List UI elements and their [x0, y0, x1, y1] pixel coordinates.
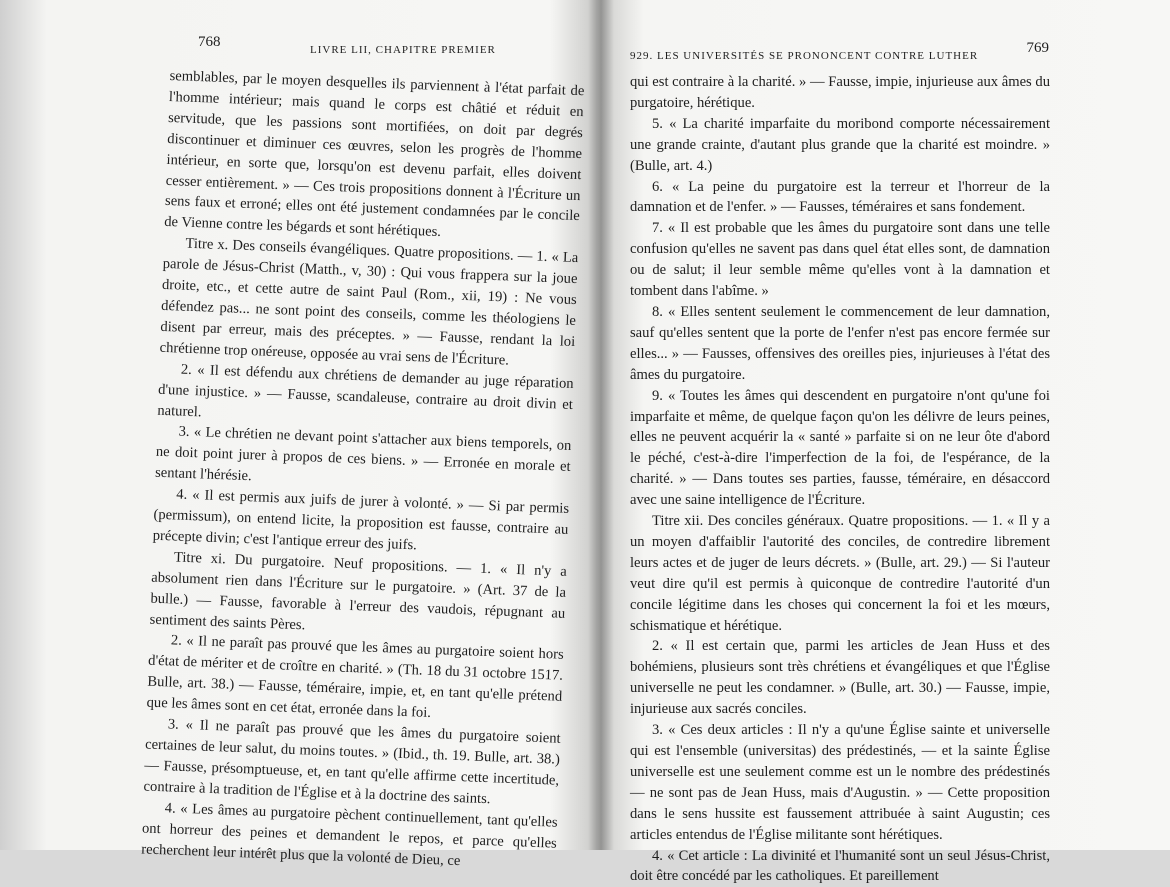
paragraph: 4. « Les âmes au purgatoire pèchent continuellement, tant qu'elles ont horreur des peines et demandent le repos, et parce qu'elles recherchent leur intérêt plus que la volonté de Dieu, ce	[140, 800, 558, 869]
right-page-header	[624, 40, 1167, 72]
paragraph: 4. « Cet article : La divinité et l'humanité sont un seul Jésus-Christ, doit être concédé par les catholiques. Et pareillement	[630, 847, 1050, 885]
page-number: 768	[198, 34, 221, 50]
paragraph: 4. « Il est permis aux juifs de jurer à volonté. » — Si par permis (permissum), on entend licite, la proposition est fausse, contraire au précepte divin; c'est l'antique erreur des juifs.	[152, 486, 570, 554]
paragraph: 3. « Ces deux articles : Il n'y a qu'une Église sainte et universelle qui est l'ensemble (universitas) des prédestinés, — et la sainte Église universelle est une seulement comme est un le nombre des prédestinés — ne sont pas de Jean Huss, mais d'Augustin. » — Cette proposition dans le sens hussite est faussement attribuée à saint Augustin; ces articles entendus de l'Église militante sont hérétiques.	[630, 722, 1050, 843]
paragraph: 2. « Il est certain que, parmi les articles de Jean Huss et des bohémiens, plusieurs sont très chrétiens et évangéliques et que l'Église universelle ne peut les condamner. » (Bulle, art. 30.) — Fausse, impie, injurieuse aux sacrés conciles.	[630, 638, 1050, 718]
paragraph: 9. « Toutes les âmes qui descendent en purgatoire n'ont qu'une foi imparfaite et même, de quelque façon qu'on les délivre de leurs peines, elles ne peuvent acquérir la « santé » parfaite si on ne leur ôte d'abord le péché, c'est-à-dire l'imperfection de la foi, de l'espérance, de la charité. » — Dans toutes ses parties, fausse, téméraire, en désaccord avec une saine intelligence de l'Écriture.	[630, 387, 1050, 509]
running-head: LIVRE LII, CHAPITRE PREMIER	[310, 44, 496, 56]
right-page-text	[630, 72, 1050, 887]
paragraph: Titre xi. Du purgatoire. Neuf propositions. — 1. « Il n'y a absolument rien dans l'Écriture sur le purgatoire. » (Art. 37 de la bulle.) — Fausse, favorable à l'erreur des vaudois, répugnant au sentiment des saints Pères.	[149, 549, 568, 633]
paragraph: 3. « Il ne paraît pas prouvé que les âmes du purgatoire soient certaines de leur salut, du moins toutes. » (Ibid., th. 19. Bulle, art. 38.) — Fausse, présomptueuse, et, en tant qu'elle affirme cette incertitude, contraire à la tradition de l'Église et à la doctrine des saints.	[143, 716, 561, 808]
paragraph: 2. « Il est défendu aux chrétiens de demander au juge réparation d'une injustice. » — Fausse, scandaleuse, contraire au droit divin et naturel.	[157, 361, 574, 420]
paragraph: 5. « La charité imparfaite du moribond comporte nécessairement une grande crainte, d'autant plus grande que la charité est moindre. » (Bulle, art. 4.)	[630, 115, 1050, 174]
paragraph: semblables, par le moyen desquelles ils parviennent à l'état parfait de l'homme intérieur; mais quand le corps est châtié et réduit en servitude, que les passions sont mortifiées, on doit par degrés discontinuer et diminuer ces œuvres, selon les progrès de l'homme intérieur, en sorte que, lorsqu'on est devenu parfait, elles doivent cesser entièrement. » — Ces trois propositions donnent à l'Écriture un sens faux et erroné; elles ont été justement condamnées par le concile de Vienne contre les bégards et sont hérétiques.	[163, 67, 585, 241]
right-page	[612, 0, 1167, 885]
paragraph: 6. « La peine du purgatoire est la terreur et l'horreur de la damnation et de l'enfer. » — Fausses, téméraires et sans fondement.	[630, 178, 1050, 216]
running-head: 929. LES UNIVERSITÉS SE PRONONCENT CONTRE LUTHER	[630, 50, 979, 62]
left-page-text	[141, 66, 585, 875]
paragraph: 7. « Il est probable que les âmes du purgatoire sont dans une telle confusion qu'elles ne savent pas dans quel état elles sont, de damnation ou de salut; il leur semble même qu'elles vont à la damnation et tombent dans l'abîme. »	[630, 220, 1050, 300]
paragraph: 3. « Le chrétien ne devant point s'attacher aux biens temporels, on ne doit point jurer à propos de ces biens. » — Erronée en morale et sentant l'hérésie.	[154, 423, 572, 485]
page-number: 769	[1026, 40, 1049, 56]
left-page	[10, 0, 595, 869]
left-page-header	[170, 34, 595, 66]
paragraph: qui est contraire à la charité. » — Fausse, impie, injurieuse aux âmes du purgatoire, hérétique.	[630, 74, 1050, 111]
paragraph: 2. « Il ne paraît pas prouvé que les âmes au purgatoire soient hors d'état de mériter et de croître en charité. » (Th. 18 du 31 octobre 1517. Bulle, art. 38.) — Fausse, téméraire, impie, et, en tant qu'elle prétend que les âmes sont en cet état, erronée dans la foi.	[146, 632, 564, 722]
paragraph: Titre x. Des conseils évangéliques. Quatre propositions. — 1. « La parole de Jésus-Christ (Matth., v, 30) : Qui vous frappera sur la joue droite, etc., et cette autre de saint Paul (Rom., xii, 19) : Ne vous défendez pas... ne sont point des conseils, comme les théologiens le disent par erreur, mais des préceptes. » — Fausse, rendant la loi chrétienne trop onéreuse, opposée au vrai sens de l'Écriture.	[159, 235, 579, 369]
paragraph: 8. « Elles sentent seulement le commencement de leur damnation, sauf qu'elles sentent que la porte de l'enfer n'est pas encore fermée sur elles... » — Fausses, offensives des oreilles pies, injurieuses à l'état des âmes du purgatoire.	[630, 303, 1050, 383]
paragraph: Titre xii. Des conciles généraux. Quatre propositions. — 1. « Il y a un moyen d'affaiblir l'autorité des conciles, de contredire librement leurs actes et de juger de leurs décrets. » (Bulle, art. 29.) — Si l'auteur veut dire qu'il est permis à quiconque de contredire l'autorité d'un concile légitime dans les choses qui concernent la foi et les mœurs, schismatique et hérétique.	[630, 513, 1050, 634]
